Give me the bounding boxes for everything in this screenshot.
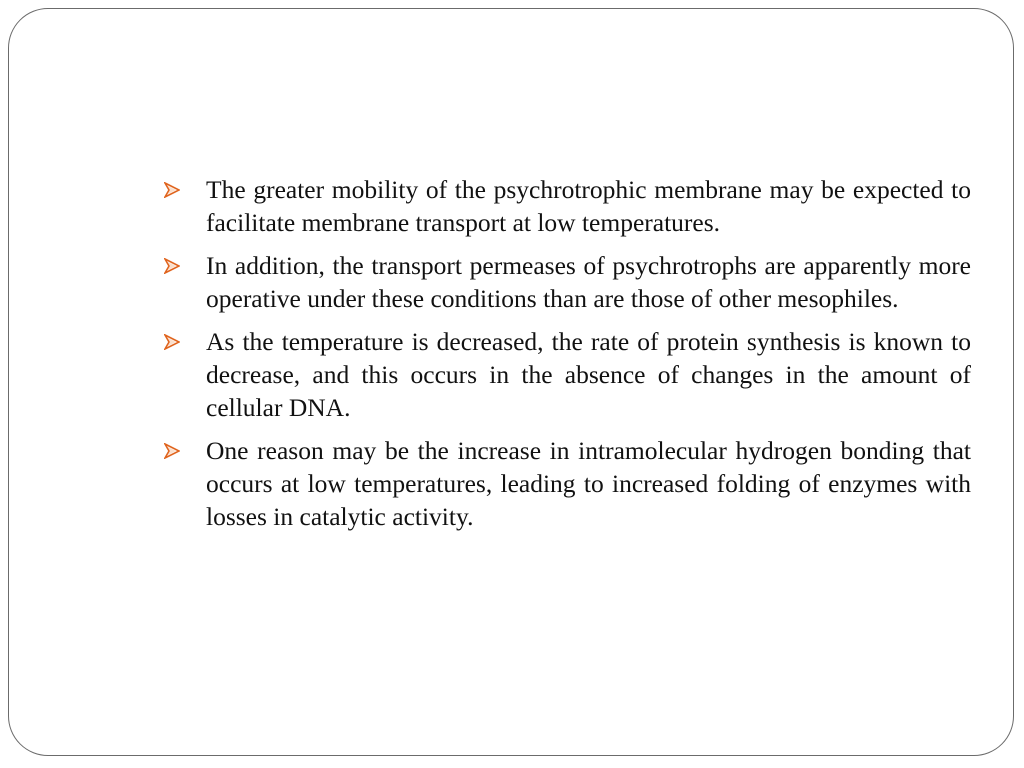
bullet-item — [159, 249, 971, 315]
bullet-item — [159, 434, 971, 533]
arrowhead-bullet-icon — [164, 182, 180, 198]
bullet-item — [159, 173, 971, 239]
arrowhead-bullet-icon — [164, 258, 180, 274]
bullet-text: In addition, the transport permeases of psychrotrophs are apparently more operative under these conditions than are those of other mesophiles. — [206, 251, 971, 313]
arrowhead-bullet-icon — [164, 334, 180, 350]
bullet-text: As the temperature is decreased, the rate of protein synthesis is known to decrease, and this occurs in the absence of changes in the amount of cellular DNA. — [206, 327, 971, 422]
bullet-text: One reason may be the increase in intramolecular hydrogen bonding that occurs at low temperatures, leading to increased folding of enzymes with losses in catalytic activity. — [206, 436, 971, 531]
slide-frame — [8, 8, 1014, 756]
arrowhead-bullet-icon — [164, 443, 180, 459]
bullet-text: The greater mobility of the psychrotrophic membrane may be expected to facilitate membrane transport at low temperatures. — [206, 175, 971, 237]
bullet-item — [159, 325, 971, 424]
bullet-list — [159, 173, 971, 543]
